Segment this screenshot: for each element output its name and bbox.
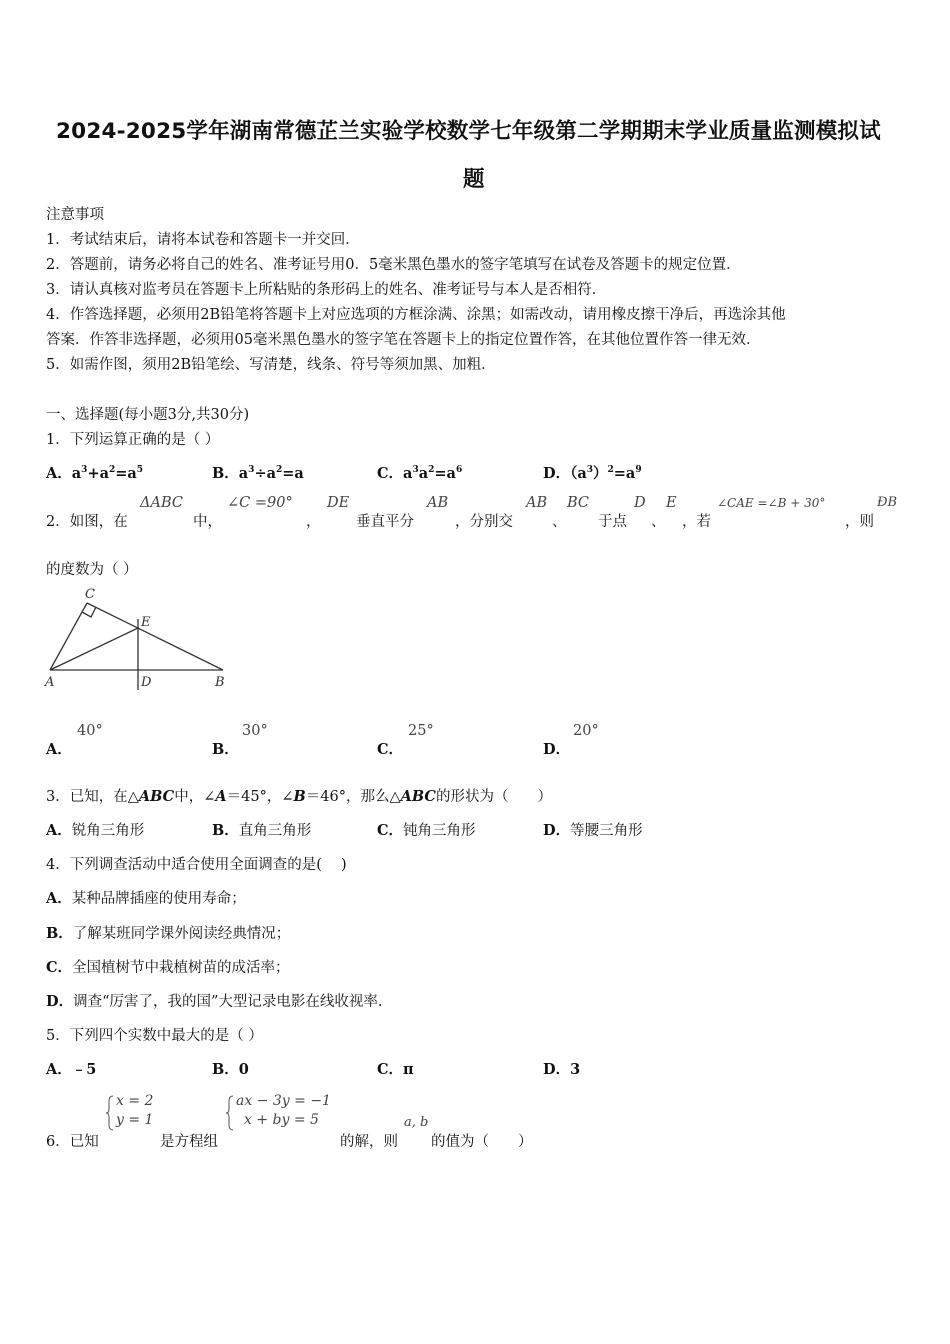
q4-option-c: C．全国植树节中栽植树苗的成活率； — [46, 959, 290, 976]
q2-angle-c: ∠C =90° — [227, 495, 293, 511]
q2-text: 、 — [651, 514, 666, 530]
notice-item: 2．答题前，请务必将自己的姓名、准考证号用0．5毫米黑色墨水的签字笔填写在试卷及答题卡的规定位置． — [46, 257, 741, 273]
brace-icon — [106, 1095, 114, 1131]
q2-option-b-value: 30° — [242, 723, 268, 739]
q2-option-d-label: D． — [543, 741, 571, 758]
q2-figure — [40, 582, 240, 694]
q5-option-c: C．π — [377, 1061, 414, 1078]
q6-equation-system — [226, 1093, 346, 1133]
q6-text: 6．已知 — [46, 1134, 99, 1150]
q6-sys2-line2: x + by = 5 — [244, 1112, 319, 1128]
q3-stem: 3．已知，在△ABC中，∠A＝45°，∠B＝46°，那么△ABC的形状为（ ） — [46, 788, 552, 805]
label-c: C — [85, 587, 95, 602]
q4-option-a: A．某种品牌插座的使用寿命； — [46, 890, 246, 907]
q2-option-a-value: 40° — [77, 723, 103, 739]
segment-cb — [87, 603, 223, 670]
label-b: B — [215, 675, 225, 690]
segment-ca — [50, 603, 87, 670]
q3-option-b: B．直角三角形 — [212, 822, 312, 839]
q6-solution-system — [106, 1093, 166, 1133]
q2-option-d-value: 20° — [573, 723, 599, 739]
notice-heading: 注意事项 — [46, 207, 104, 223]
q2-text: 垂直平分 — [356, 514, 414, 530]
q1-option-a: A．$a^3+a^2=a^5$ — [46, 465, 144, 482]
notice-item: 4．作答选择题，必须用2B铅笔将答题卡上对应选项的方框涂满、涂黑；如需改动，请用橡皮擦干净后，再选涂其他 — [46, 307, 786, 323]
segment-ae — [50, 628, 138, 670]
page-title-line2: 题 — [463, 167, 485, 192]
brace-icon — [226, 1095, 234, 1131]
notice-item: 5．如需作图，须用2B铅笔绘、写清楚，线条、符号等须加黑、加粗． — [46, 357, 496, 373]
q4-option-b: B．了解某班同学课外阅读经典情况； — [46, 925, 291, 942]
q3-option-a: A．锐角三角形 — [46, 822, 145, 839]
q6-text: 的解，则 — [340, 1134, 398, 1150]
q6-text: 是方程组 — [160, 1134, 218, 1150]
q4-option-d: D．调查“厉害了，我的国”大型记录电影在线收视率. — [46, 993, 383, 1010]
page-title-line1: 2024-2025学年湖南常德芷兰实验学校数学七年级第二学期期末学业质量监测模拟试 — [56, 119, 881, 144]
q2-ab2: AB — [526, 495, 548, 511]
q2-text: ，若 — [682, 514, 711, 530]
q2-text: 于点 — [598, 514, 627, 530]
q4-stem: 4．下列调查活动中适合使用全面调查的是( ) — [46, 857, 347, 873]
q2-text: 中， — [193, 514, 222, 530]
q6-text: 的值为（ ） — [431, 1134, 533, 1150]
label-a: A — [45, 675, 55, 690]
q5-option-b: B．0 — [212, 1061, 249, 1078]
q2-option-c-value: 25° — [408, 723, 434, 739]
q1-option-d: D．$(a^3)^2=a^9$ — [543, 465, 642, 482]
q5-stem: 5．下列四个实数中最大的是（ ） — [46, 1028, 263, 1044]
q1-stem: 1．下列运算正确的是（ ） — [46, 432, 220, 448]
q2-text: ， — [306, 514, 321, 530]
notice-item: 答案．作答非选择题，必须用05毫米黑色墨水的签字笔在答题卡上的指定位置作答，在其他位置作答一律无效． — [46, 332, 761, 348]
q3-option-d: D．等腰三角形 — [543, 822, 643, 839]
label-e: E — [141, 615, 151, 630]
q2-option-c-label: C． — [377, 741, 404, 758]
q2-triangle-abc: ΔABC — [140, 495, 183, 511]
q2-condition: ∠CAE =∠B + 30° — [717, 496, 826, 510]
q6-sys2-line1: ax − 3y = −1 — [236, 1093, 331, 1109]
q2-ask: ÐB — [877, 495, 898, 510]
q2-e: E — [666, 495, 677, 511]
q6-ab: a, b — [404, 1115, 429, 1130]
q2-d: D — [634, 495, 646, 511]
q2-bc: BC — [567, 495, 590, 511]
q2-ab: AB — [427, 495, 449, 511]
q2-option-a-label: A． — [46, 741, 72, 758]
q3-option-c: C．钝角三角形 — [377, 822, 476, 839]
q2-de: DE — [327, 495, 350, 511]
notice-item: 1．考试结束后，请将本试卷和答题卡一并交回． — [46, 232, 360, 248]
q5-option-a: A．﹣5 — [46, 1061, 97, 1078]
section-heading: 一、选择题(每小题3分,共30分) — [46, 407, 250, 423]
notice-item: 3．请认真核对监考员在答题卡上所粘贴的条形码上的姓名、准考证号与本人是否相符． — [46, 282, 607, 298]
q2-number: 2．如图，在 — [46, 514, 128, 530]
q2-stem-line2: 的度数为（ ） — [46, 562, 138, 578]
q2-option-b-label: B． — [212, 741, 239, 758]
q6-sys1-line2: y = 1 — [116, 1112, 154, 1128]
q1-option-b: B．$a^3\div a^2=a$ — [212, 465, 304, 482]
q2-text: ，分别交 — [455, 514, 513, 530]
q1-option-c: C．$a^3a^2=a^6$ — [377, 465, 463, 482]
label-d: D — [141, 675, 152, 690]
q2-text: ，则 — [845, 514, 874, 530]
q5-option-d: D．3 — [543, 1061, 581, 1078]
q2-text: 、 — [552, 514, 567, 530]
q6-sys1-line1: x = 2 — [116, 1093, 154, 1109]
